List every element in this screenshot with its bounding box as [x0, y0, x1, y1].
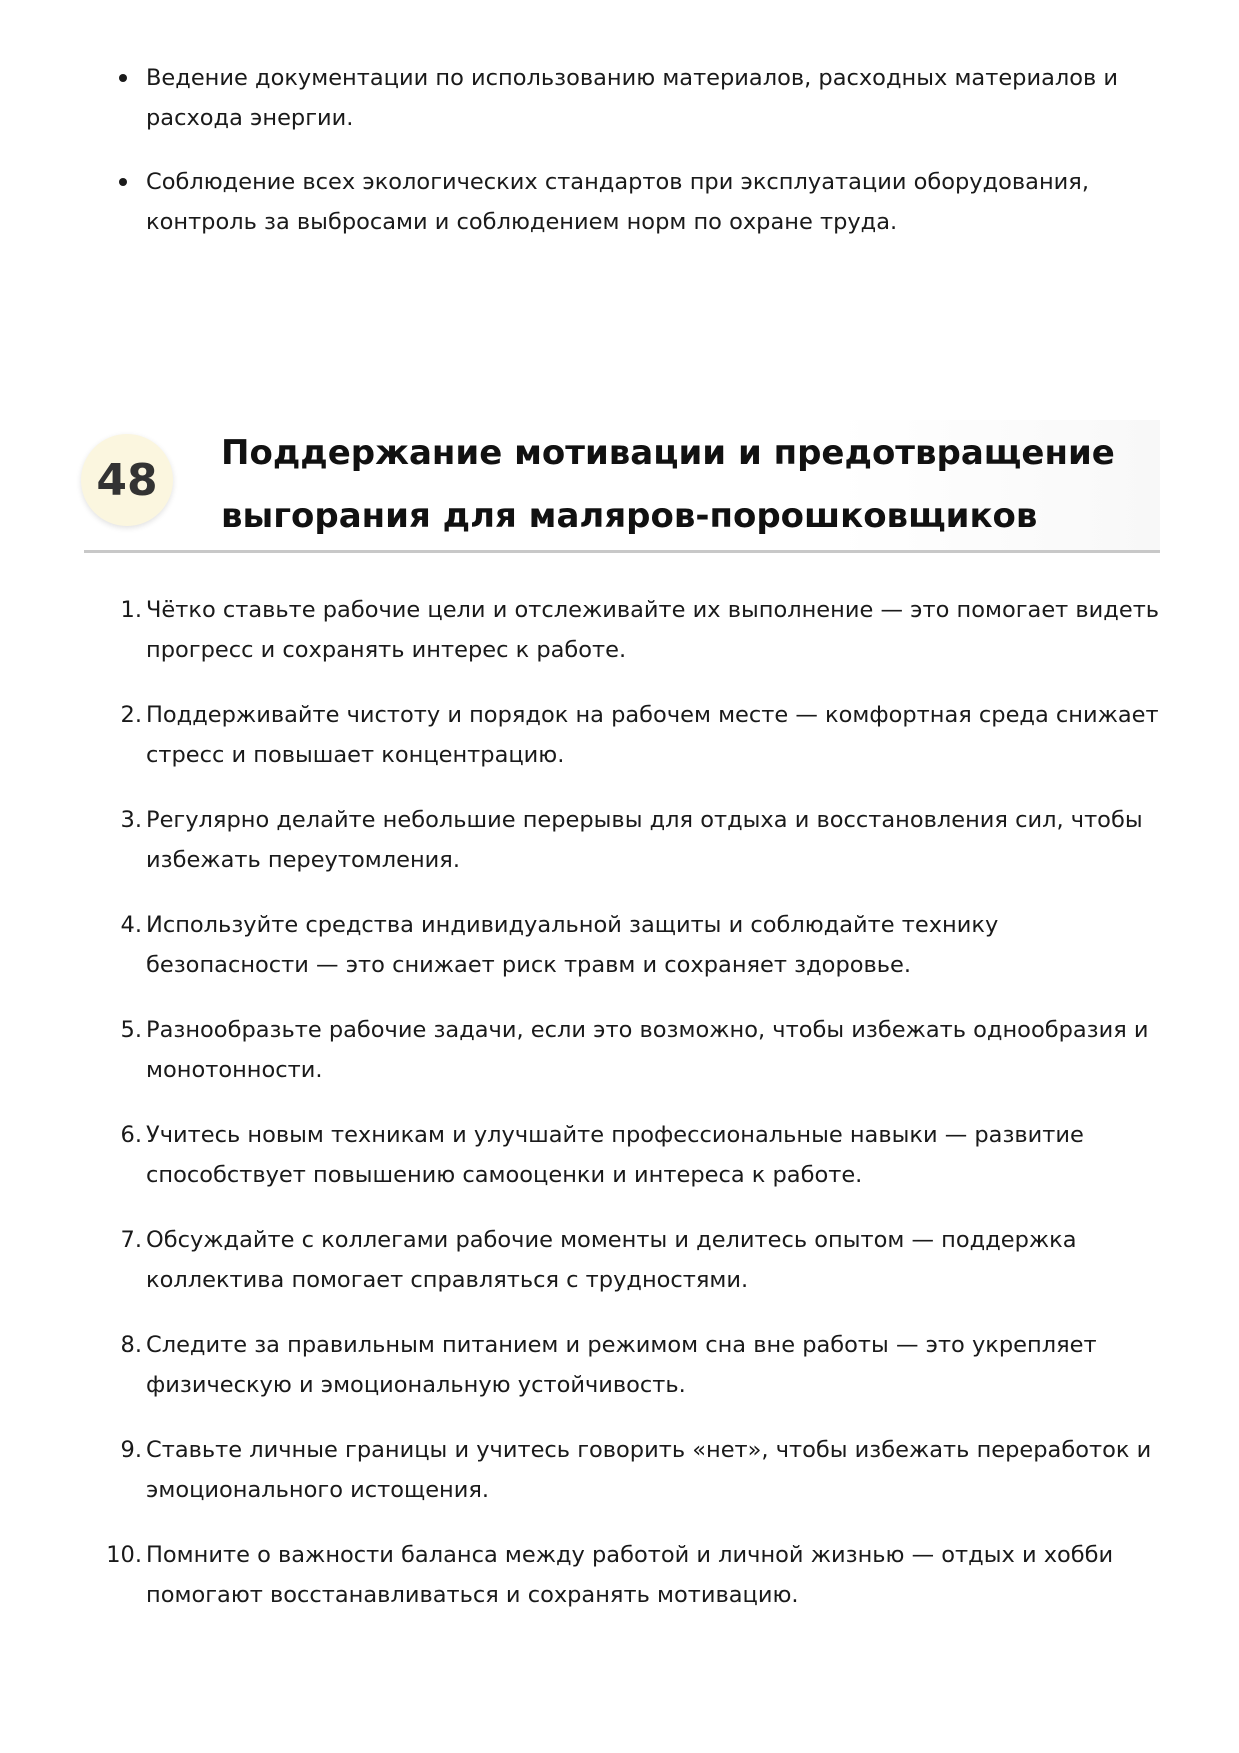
list-item	[84, 590, 1164, 670]
list-item	[84, 58, 1164, 138]
bullet-icon	[119, 178, 127, 186]
item-number: 7.	[120, 1227, 142, 1253]
item-text: Поддерживайте чистоту и порядок на рабочем месте — комфортная среда снижает стресс и повышает концентрацию.	[146, 702, 1159, 768]
item-number: 9.	[120, 1437, 142, 1463]
item-text: Регулярно делайте небольшие перерывы для отдыха и восстановления сил, чтобы избежать переутомления.	[146, 807, 1143, 873]
item-text: Учитесь новым техникам и улучшайте профессиональные навыки — развитие способствует повышению самооценки и интереса к работе.	[146, 1122, 1084, 1188]
list-item	[84, 1010, 1164, 1090]
list-item	[84, 1220, 1164, 1300]
item-number: 6.	[120, 1122, 142, 1148]
list-item	[84, 162, 1164, 242]
numbered-list	[84, 590, 1164, 1640]
list-item	[84, 1535, 1164, 1615]
list-item-text: Ведение документации по использованию материалов, расходных материалов и расхода энергии.	[146, 65, 1119, 131]
item-text: Помните о важности баланса между работой и личной жизнью — отдых и хобби помогают восстанавливаться и сохранять мотивацию.	[146, 1542, 1114, 1608]
list-item	[84, 905, 1164, 985]
section-title-line-1: Поддержание мотивации и предотвращение	[221, 433, 1115, 473]
list-item	[84, 1430, 1164, 1510]
section-header	[84, 420, 1160, 553]
list-item	[84, 1325, 1164, 1405]
item-number: 5.	[120, 1017, 142, 1043]
item-number: 1.	[120, 597, 142, 623]
list-item	[84, 695, 1164, 775]
item-text: Ставьте личные границы и учитесь говорить «нет», чтобы избежать переработок и эмоционального истощения.	[146, 1437, 1152, 1503]
item-text: Разнообразьте рабочие задачи, если это возможно, чтобы избежать однообразия и монотонности.	[146, 1017, 1149, 1083]
list-item-text: Соблюдение всех экологических стандартов при эксплуатации оборудования, контроль за выбросами и соблюдением норм по охране труда.	[146, 169, 1089, 235]
item-number: 3.	[120, 807, 142, 833]
bullet-list	[84, 58, 1164, 266]
item-text: Обсуждайте с коллегами рабочие моменты и делитесь опытом — поддержка коллектива помогает справляться с трудностями.	[146, 1227, 1077, 1293]
item-text: Используйте средства индивидуальной защиты и соблюдайте технику безопасности — это снижает риск травм и сохраняет здоровье.	[146, 912, 999, 978]
item-number: 4.	[120, 912, 142, 938]
item-number: 10.	[106, 1542, 142, 1568]
bullet-icon	[119, 74, 127, 82]
item-text: Следите за правильным питанием и режимом сна вне работы — это укрепляет физическую и эмоциональную устойчивость.	[146, 1332, 1097, 1398]
list-item	[84, 800, 1164, 880]
section-title	[221, 422, 1141, 548]
section-number-badge: 48	[81, 434, 173, 526]
section-title-line-2: выгорания для маляров-порошковщиков	[221, 496, 1038, 536]
item-text: Чётко ставьте рабочие цели и отслеживайте их выполнение — это помогает видеть прогресс и сохранять интерес к работе.	[146, 597, 1160, 663]
list-item	[84, 1115, 1164, 1195]
item-number: 8.	[120, 1332, 142, 1358]
item-number: 2.	[120, 702, 142, 728]
